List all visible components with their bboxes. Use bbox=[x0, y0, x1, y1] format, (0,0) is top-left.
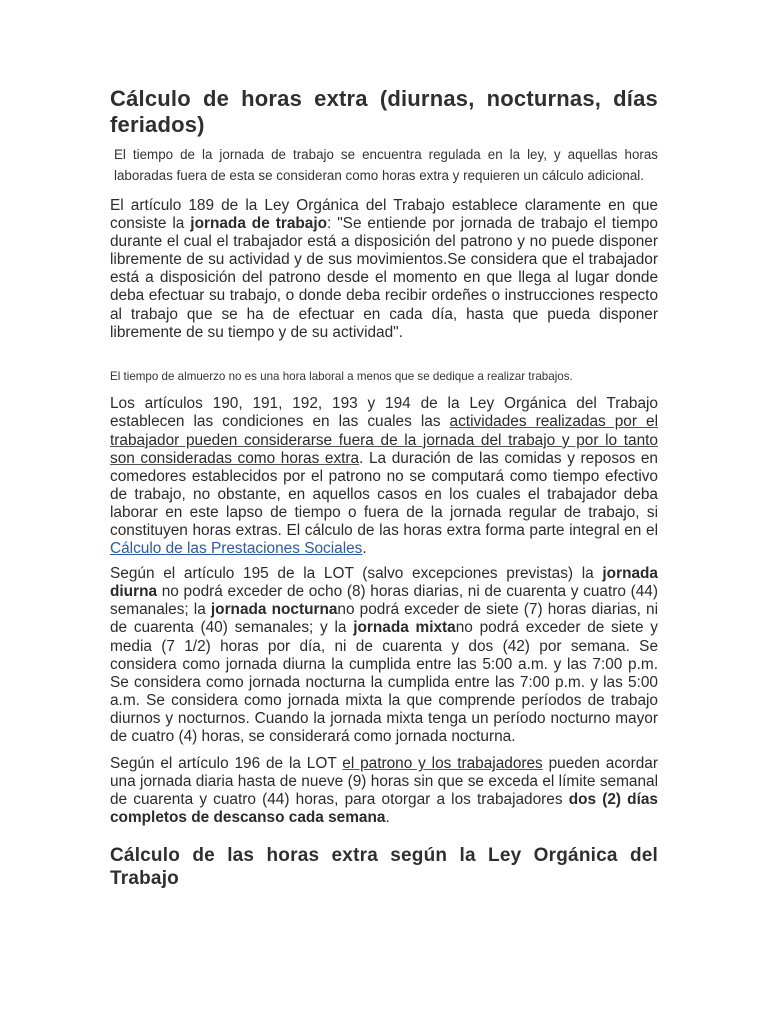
paragraph-text: Los artículos 190, 191, 192, 193 y 194 de la Ley Orgánica del Trabajo establecen las condiciones en las cuales las bbox=[110, 395, 658, 431]
article-body bbox=[110, 86, 658, 890]
paragraph-text: no podrá exceder de siete (7) horas diarias, ni de cuarenta (40) semanales; y la bbox=[110, 601, 658, 637]
paragraph-article-195 bbox=[110, 565, 658, 746]
paragraph-text: El artículo 189 de la Ley Orgánica del Trabajo establece claramente en que consiste la bbox=[110, 197, 658, 233]
underlined-phrase: el patrono y los trabajadores bbox=[342, 755, 543, 773]
article-title: Cálculo de horas extra (diurnas, nocturnas, días feriados) bbox=[110, 86, 658, 137]
paragraph-text: . bbox=[385, 809, 390, 827]
paragraph-text: no podrá exceder de ocho (8) horas diarias, ni de cuarenta y cuatro (44) semanales; la bbox=[110, 583, 658, 619]
paragraph-text: pueden acordar una jornada diaria hasta de nueve (9) horas sin que se exceda el límite semanal de cuarenta y cuatro (44) horas, para otorgar a los trabajadores bbox=[110, 755, 658, 809]
lunch-note: El tiempo de almuerzo no es una hora laboral a menos que se dedique a realizar trabajos. bbox=[110, 369, 573, 383]
bold-phrase-dias-descanso: dos (2) días completos de descanso cada semana bbox=[110, 791, 658, 827]
paragraph-text: . bbox=[362, 540, 367, 558]
paragraph-article-196 bbox=[110, 755, 658, 827]
paragraph-text: . La duración de las comidas y reposos en comedores establecidos por el patrono no se computará como tiempo efectivo de trabajo, no obstante, en aquellos casos en los cuales el trabajador deba laborar en este lapso de tiempo o fuera de la jornada regular de trabajo, si constituyen horas extras. El cálculo de las horas extra forma parte integral en el bbox=[110, 449, 658, 539]
paragraph-text: : "Se entiende por jornada de trabajo el tiempo durante el cual el trabajador está a disposición del patrono y no puede disponer libremente de su actividad y de sus movimientos.Se considera que el trabajador está a disposición del patrono desde el momento en que llega al lugar donde deba efectuar su trabajo, o donde deba recibir ordeñes o instrucciones respecto al trabajo que se ha de efectuar en cada día, hasta que pueda disponer libremente de su tiempo y de su actividad". bbox=[110, 215, 658, 341]
bold-term-jornada-nocturna: jornada nocturna bbox=[210, 601, 338, 619]
paragraph-articles-190-194 bbox=[110, 395, 658, 558]
paragraph-text: Según el artículo 195 de la LOT (salvo excepciones previstas) la bbox=[110, 565, 603, 583]
underlined-phrase: actividades realizadas por el trabajador pueden considerarse fuera de la jornada del trabajo y por lo tanto son consideradas como horas extra bbox=[110, 413, 658, 467]
article-lead: El tiempo de la jornada de trabajo se encuentra regulada en la ley, y aquellas horas laboradas fuera de esta se consideran como horas extra y requieren un cálculo adicional. bbox=[114, 147, 658, 183]
bold-term-jornada-de-trabajo: jornada de trabajo bbox=[190, 215, 328, 233]
section-heading: Cálculo de las horas extra según la Ley Orgánica del Trabajo bbox=[110, 844, 658, 889]
link-calculo-prestaciones-sociales[interactable]: Cálculo de las Prestaciones Sociales bbox=[110, 540, 363, 558]
paragraph-article-189 bbox=[110, 197, 658, 342]
bold-term-jornada-mixta: jornada mixta bbox=[353, 619, 456, 637]
paragraph-text: Según el artículo 196 de la LOT bbox=[110, 755, 343, 773]
paragraph-text: no podrá exceder de siete y media (7 1/2) horas por día, ni de cuarenta y dos (42) por semana. Se considera como jornada diurna la cumplida entre las 5:00 a.m. y las 7:00 p.m. Se considera como jornada nocturna la cumplida entre las 7:00 p.m. y las 5:00 a.m. Se considera como jornada mixta la que comprende períodos de trabajo diurnos y nocturnos. Cuando la jornada mixta tenga un período nocturno mayor de cuatro (4) horas, se considerará como jornada nocturna. bbox=[110, 619, 659, 746]
bold-term-jornada-diurna: jornada diurna bbox=[110, 565, 658, 601]
